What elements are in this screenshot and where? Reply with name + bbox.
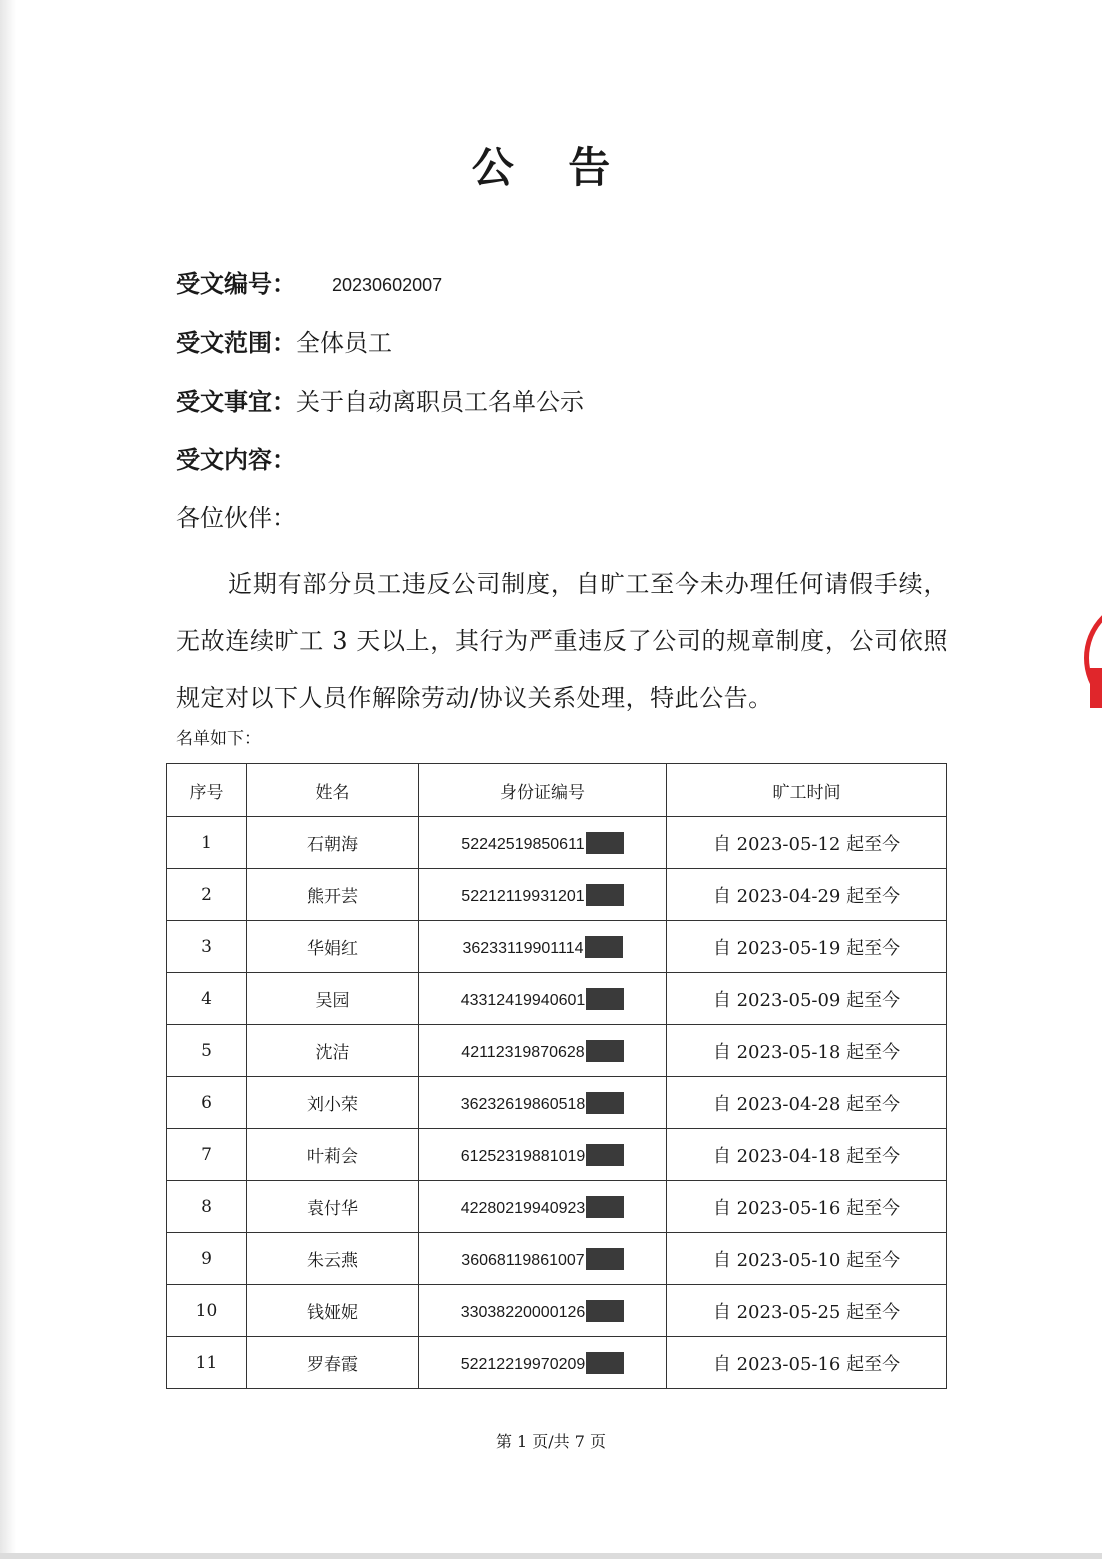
absence-period: 自 2023-05-19 起至今 — [667, 921, 947, 973]
doc-number-row — [176, 266, 442, 303]
row-number: 8 — [167, 1181, 247, 1233]
employee-name: 刘小荣 — [247, 1077, 419, 1129]
employee-name: 袁付华 — [247, 1181, 419, 1233]
id-number-cell — [419, 1233, 667, 1285]
list-heading: 名单如下： — [176, 729, 261, 749]
employee-name: 沈洁 — [247, 1025, 419, 1077]
header-id: 身份证编号 — [419, 764, 667, 817]
id-number-text: 33038220000126 — [460, 1303, 586, 1321]
redaction-block — [586, 988, 624, 1010]
subject-row — [176, 384, 584, 420]
dismissal-table — [166, 763, 947, 1389]
table-row — [167, 1025, 947, 1077]
notice-body: 近期有部分员工违反公司制度，自旷工至今未办理任何请假手续，无故连续旷工 3 天以上，其行为严重违反了公司的规章制度，公司依照规定对以下人员作解除劳动/协议关系处理，特此公告。 — [176, 570, 948, 712]
page-number: 第 1 页/共 7 页 — [495, 1432, 607, 1451]
scope-value: 全体员工 — [296, 329, 392, 357]
employee-name: 罗春霞 — [247, 1337, 419, 1389]
table-row — [167, 1181, 947, 1233]
id-number-text: 52242519850611 — [461, 835, 585, 853]
header-time: 旷工时间 — [667, 764, 947, 817]
row-number: 4 — [167, 973, 247, 1025]
row-number: 5 — [167, 1025, 247, 1077]
id-number-text: 43312419940601 — [460, 991, 586, 1009]
employee-name: 华娟红 — [247, 921, 419, 973]
id-number-text: 61252319881019 — [460, 1147, 586, 1165]
content-label: 受文内容： — [176, 445, 296, 474]
redaction-block — [586, 1248, 624, 1270]
table-header-row — [167, 764, 947, 817]
redaction-block — [586, 884, 624, 906]
redaction-block — [586, 1144, 624, 1166]
id-number-text: 52212219970209 — [460, 1355, 586, 1373]
redaction-block — [586, 1300, 624, 1322]
table-row — [167, 973, 947, 1025]
redaction-block — [585, 936, 623, 958]
absence-period: 自 2023-05-25 起至今 — [667, 1285, 947, 1337]
id-number-cell — [419, 1025, 667, 1077]
subject-value: 关于自动离职员工名单公示 — [296, 388, 584, 416]
doc-number-label: 受文编号： — [176, 269, 296, 298]
table-row — [167, 1233, 947, 1285]
table-row — [167, 869, 947, 921]
content-row — [176, 442, 296, 478]
id-number-cell — [419, 1337, 667, 1389]
absence-period: 自 2023-05-09 起至今 — [667, 973, 947, 1025]
table-row — [167, 921, 947, 973]
employee-name: 石朝海 — [247, 817, 419, 869]
row-number: 11 — [167, 1337, 247, 1389]
redaction-block — [586, 1040, 624, 1062]
id-number-cell — [419, 921, 667, 973]
page-bottom-edge — [0, 1553, 1102, 1559]
row-number: 9 — [167, 1233, 247, 1285]
absence-period: 自 2023-04-29 起至今 — [667, 869, 947, 921]
id-number-cell — [419, 1077, 667, 1129]
table-row — [167, 817, 947, 869]
header-name: 姓名 — [247, 764, 419, 817]
page-edge-shadow — [0, 0, 16, 1559]
absence-period: 自 2023-05-12 起至今 — [667, 817, 947, 869]
header-no: 序号 — [167, 764, 247, 817]
subject-label: 受文事宜： — [176, 387, 296, 416]
row-number: 1 — [167, 817, 247, 869]
absence-period: 自 2023-05-16 起至今 — [667, 1337, 947, 1389]
id-number-text: 52212119931201 — [461, 887, 585, 905]
redaction-block — [586, 1352, 624, 1374]
row-number: 7 — [167, 1129, 247, 1181]
absence-period: 自 2023-05-16 起至今 — [667, 1181, 947, 1233]
id-number-cell — [419, 1129, 667, 1181]
table-body — [167, 817, 947, 1389]
redaction-block — [586, 1092, 624, 1114]
id-number-cell — [419, 1285, 667, 1337]
greeting: 各位伙伴： — [176, 504, 296, 532]
id-number-text: 36233119901114 — [462, 939, 584, 957]
absence-period: 自 2023-05-10 起至今 — [667, 1233, 947, 1285]
seal-inner-mark — [1090, 668, 1102, 708]
id-number-cell — [419, 973, 667, 1025]
employee-name: 吴园 — [247, 973, 419, 1025]
row-number: 6 — [167, 1077, 247, 1129]
absence-period: 自 2023-04-28 起至今 — [667, 1077, 947, 1129]
doc-number-value: 20230602007 — [332, 275, 443, 295]
row-number: 2 — [167, 869, 247, 921]
redaction-block — [586, 1196, 624, 1218]
redaction-block — [586, 832, 624, 854]
id-number-text: 42112319870628 — [461, 1043, 585, 1061]
id-number-cell — [419, 1181, 667, 1233]
scope-label: 受文范围： — [176, 328, 296, 357]
table-row — [167, 1077, 947, 1129]
id-number-text: 36232619860518 — [460, 1095, 586, 1113]
absence-period: 自 2023-04-18 起至今 — [667, 1129, 947, 1181]
employee-name: 钱娅妮 — [247, 1285, 419, 1337]
row-number: 3 — [167, 921, 247, 973]
id-number-text: 36068119861007 — [461, 1251, 585, 1269]
row-number: 10 — [167, 1285, 247, 1337]
table-row — [167, 1129, 947, 1181]
id-number-text: 42280219940923 — [460, 1199, 586, 1217]
table-row — [167, 1285, 947, 1337]
id-number-cell — [419, 869, 667, 921]
notice-title: 公 告 — [471, 143, 631, 192]
scope-row — [176, 325, 392, 361]
id-number-cell — [419, 817, 667, 869]
employee-name: 朱云燕 — [247, 1233, 419, 1285]
employee-name: 叶莉会 — [247, 1129, 419, 1181]
absence-period: 自 2023-05-18 起至今 — [667, 1025, 947, 1077]
table-row — [167, 1337, 947, 1389]
employee-name: 熊开芸 — [247, 869, 419, 921]
